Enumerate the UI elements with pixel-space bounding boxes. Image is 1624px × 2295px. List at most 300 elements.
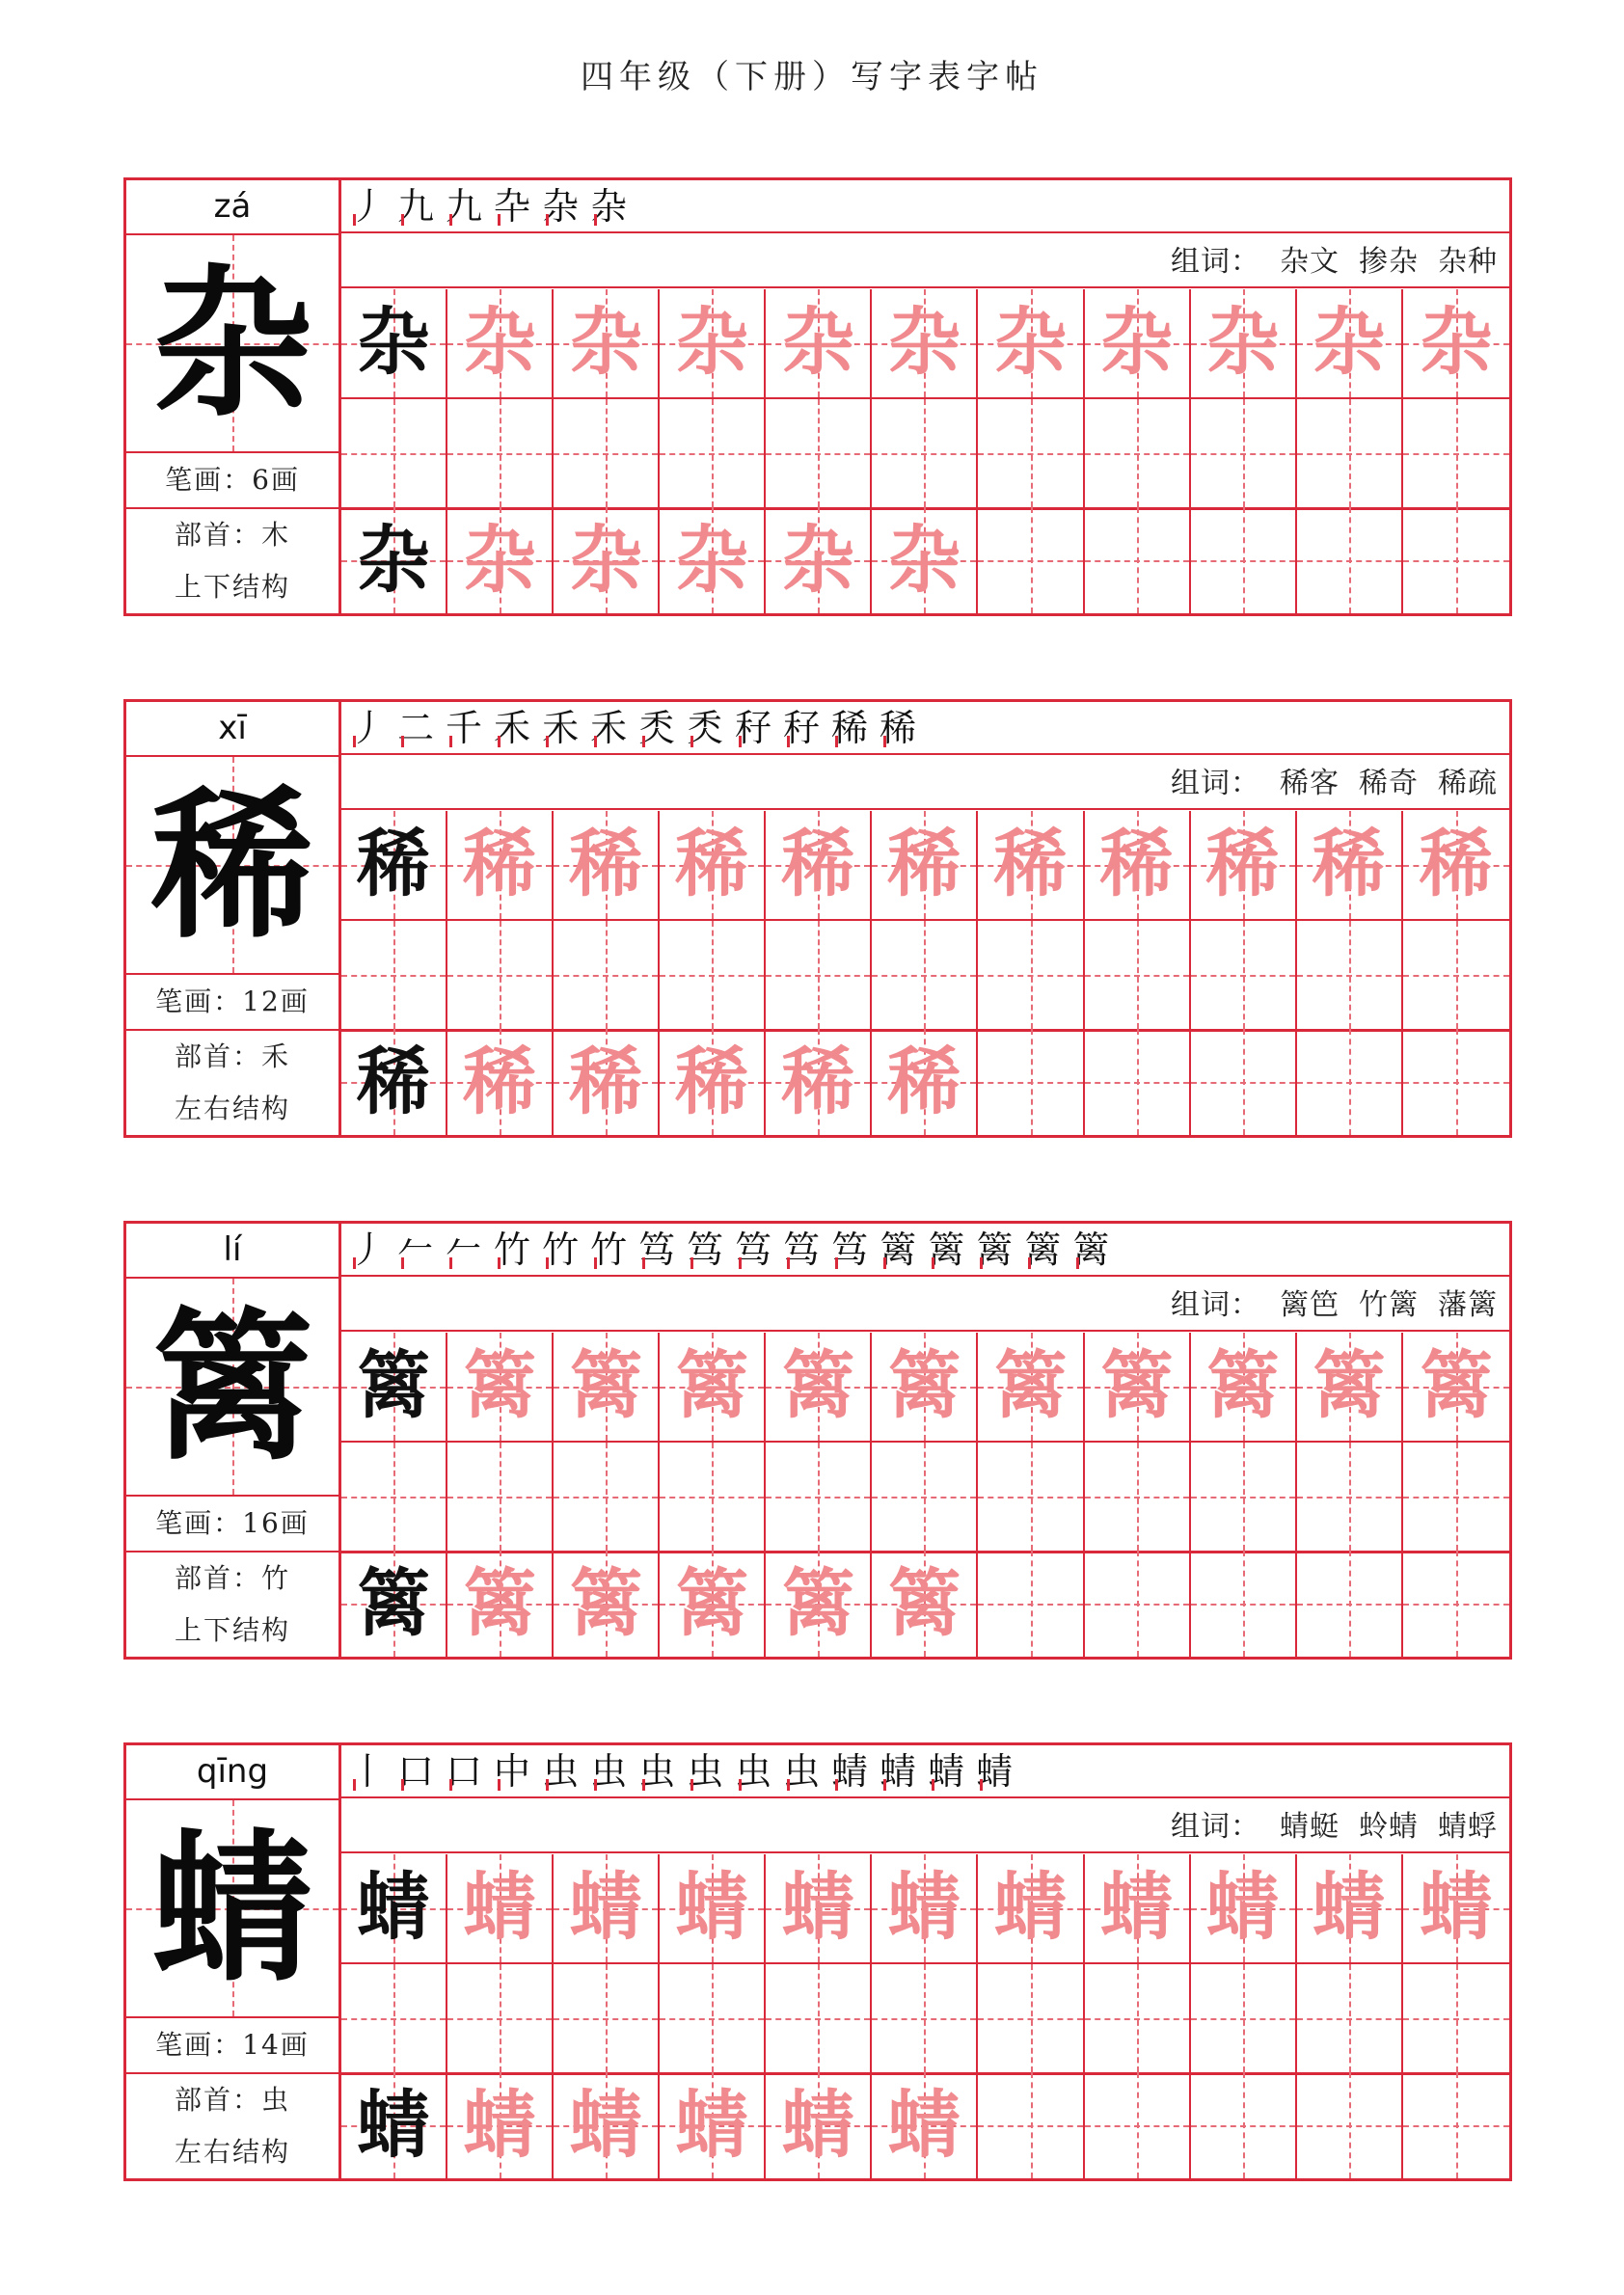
- stroke-step: 中: [494, 1745, 530, 1798]
- stroke-step: 笃: [831, 1224, 868, 1277]
- stroke-step: 竹: [542, 1224, 579, 1277]
- trace-char: 稀: [781, 821, 855, 906]
- guide-line-v: [818, 921, 820, 1029]
- writing-cell[interactable]: [766, 507, 872, 613]
- stroke-step: 禾: [542, 702, 579, 755]
- trace-char: 蜻: [463, 1864, 537, 1950]
- writing-cell[interactable]: [660, 1964, 766, 2072]
- stroke-step: 篱: [1072, 1224, 1109, 1277]
- guide-line-v: [1137, 507, 1139, 613]
- writing-cell[interactable]: [660, 811, 766, 919]
- trace-char: 篱: [1205, 1342, 1280, 1428]
- writing-cell[interactable]: [1085, 289, 1191, 397]
- writing-cell[interactable]: [1297, 1443, 1403, 1551]
- guide-line-v: [1243, 921, 1245, 1029]
- writing-cell[interactable]: [978, 1029, 1084, 1135]
- trace-char: 篱: [1312, 1342, 1386, 1428]
- writing-cell[interactable]: [766, 1964, 872, 2072]
- writing-cell[interactable]: [1297, 1854, 1403, 1962]
- words-label: 组词：: [1171, 1810, 1260, 1844]
- writing-cell[interactable]: [766, 921, 872, 1029]
- stroke-order: [341, 1745, 1509, 1798]
- trace-char: 蜻: [887, 2082, 961, 2168]
- trace-char: 杂: [1419, 299, 1493, 385]
- trace-char: 杂: [463, 299, 537, 385]
- writing-cell[interactable]: [660, 1551, 766, 1657]
- writing-cell[interactable]: [1403, 2072, 1509, 2178]
- page-title: 四年级（下册）写字表字帖: [581, 58, 1043, 96]
- writing-cell[interactable]: [978, 811, 1084, 919]
- writing-cell[interactable]: [1085, 2072, 1191, 2178]
- trace-char: 蜻: [1419, 1864, 1493, 1950]
- writing-cell[interactable]: [447, 1964, 554, 2072]
- trace-char: 稀: [993, 821, 1068, 906]
- structure: 左右结构: [174, 2136, 290, 2168]
- writing-cell[interactable]: [341, 1443, 447, 1551]
- writing-cell[interactable]: [766, 2072, 872, 2178]
- writing-cell[interactable]: [1297, 811, 1403, 919]
- guide-line-v: [818, 1964, 820, 2072]
- writing-cell[interactable]: [1085, 921, 1191, 1029]
- writing-cell[interactable]: [1297, 507, 1403, 613]
- writing-cell[interactable]: [341, 811, 447, 919]
- trace-char: 稀: [463, 1039, 537, 1124]
- writing-cell[interactable]: [1297, 921, 1403, 1029]
- writing-cell[interactable]: [978, 289, 1084, 397]
- writing-cell[interactable]: [341, 921, 447, 1029]
- stroke-step: 𠂉: [397, 1224, 434, 1277]
- guide-line-v: [1243, 1964, 1245, 2072]
- writing-cell[interactable]: [554, 399, 660, 507]
- practice-panel: [341, 702, 1509, 1135]
- writing-cell[interactable]: [1403, 1443, 1509, 1551]
- writing-cell[interactable]: [660, 1029, 766, 1135]
- writing-cell[interactable]: [447, 921, 554, 1029]
- guide-line-v: [1349, 507, 1351, 613]
- trace-char: 篱: [569, 1342, 643, 1428]
- character-block: [123, 1221, 1512, 1660]
- writing-cell[interactable]: [872, 289, 978, 397]
- writing-cell[interactable]: [978, 1551, 1084, 1657]
- trace-char: 篱: [887, 1342, 961, 1428]
- writing-cell[interactable]: [447, 507, 554, 613]
- guide-line-v: [1137, 921, 1139, 1029]
- writing-cell[interactable]: [1403, 1854, 1509, 1962]
- guide-line-v: [393, 1964, 395, 2072]
- character-block: [123, 699, 1512, 1138]
- stroke-step: 篱: [1024, 1224, 1061, 1277]
- word: 竹篱: [1359, 1288, 1419, 1322]
- writing-cell[interactable]: [1191, 921, 1297, 1029]
- writing-cell[interactable]: [447, 1333, 554, 1441]
- trace-char: 蜻: [993, 1864, 1068, 1950]
- word: 稀客: [1280, 767, 1340, 800]
- writing-cell[interactable]: [872, 1443, 978, 1551]
- writing-cell[interactable]: [660, 921, 766, 1029]
- char-info-panel: [126, 180, 341, 613]
- guide-line-v: [1137, 1443, 1139, 1551]
- trace-char: 杂: [1205, 299, 1280, 385]
- writing-cell[interactable]: [872, 1964, 978, 2072]
- stroke-step: 丨: [349, 1745, 386, 1798]
- word: 稀奇: [1359, 767, 1419, 800]
- writing-cell[interactable]: [766, 1551, 872, 1657]
- practice-row: [341, 1964, 1509, 2075]
- trace-char: 蜻: [569, 1864, 643, 1950]
- stroke-count: 笔画：6画: [126, 453, 338, 509]
- guide-line-v: [818, 1443, 820, 1551]
- writing-cell[interactable]: [1403, 1964, 1509, 2072]
- stroke-step: 竹: [590, 1224, 627, 1277]
- structure: 左右结构: [174, 1093, 290, 1124]
- writing-cell[interactable]: [660, 1333, 766, 1441]
- model-char: 稀: [357, 1039, 431, 1124]
- stroke-count: 笔画：12画: [126, 975, 338, 1031]
- trace-char: 蜻: [1099, 1864, 1174, 1950]
- model-char: 篱: [357, 1342, 431, 1428]
- writing-cell[interactable]: [1403, 921, 1509, 1029]
- writing-cell[interactable]: [872, 1333, 978, 1441]
- writing-cell[interactable]: [1191, 289, 1297, 397]
- writing-cell[interactable]: [341, 1333, 447, 1441]
- writing-cell[interactable]: [978, 921, 1084, 1029]
- main-char: 稀: [151, 770, 313, 960]
- stroke-step: 九: [446, 180, 482, 233]
- stroke-step: 蜻: [976, 1745, 1013, 1798]
- stroke-step: 杂: [590, 180, 627, 233]
- writing-cell[interactable]: [447, 399, 554, 507]
- writing-cell[interactable]: [766, 1333, 872, 1441]
- trace-char: 篱: [887, 1560, 961, 1646]
- guide-line-v: [1137, 2072, 1139, 2178]
- trace-char: 稀: [1419, 821, 1493, 906]
- writing-cell[interactable]: [447, 2072, 554, 2178]
- practice-panel: [341, 1745, 1509, 2178]
- writing-cell[interactable]: [978, 1964, 1084, 2072]
- writing-cell[interactable]: [766, 289, 872, 397]
- writing-cell[interactable]: [1191, 507, 1297, 613]
- writing-cell[interactable]: [447, 1029, 554, 1135]
- guide-line-v: [712, 921, 714, 1029]
- writing-cell[interactable]: [554, 811, 660, 919]
- guide-line-v: [500, 921, 501, 1029]
- writing-cell[interactable]: [447, 1443, 554, 1551]
- trace-char: 稀: [675, 1039, 749, 1124]
- stroke-step: 秄: [735, 702, 771, 755]
- word: 藩篱: [1438, 1288, 1498, 1322]
- guide-line-v: [393, 399, 395, 507]
- trace-char: 稀: [1205, 821, 1280, 906]
- writing-cell[interactable]: [766, 811, 872, 919]
- guide-line-v: [500, 399, 501, 507]
- trace-char: 蜻: [1205, 1864, 1280, 1950]
- pinyin: zá: [126, 180, 338, 235]
- guide-line-v: [712, 1443, 714, 1551]
- writing-cell[interactable]: [554, 1029, 660, 1135]
- radical: 部首：竹: [174, 1562, 290, 1594]
- writing-cell[interactable]: [447, 1551, 554, 1657]
- trace-char: 杂: [569, 299, 643, 385]
- trace-char: 稀: [675, 821, 749, 906]
- trace-char: 杂: [675, 299, 749, 385]
- writing-cell[interactable]: [1403, 1029, 1509, 1135]
- guide-line-v: [606, 1964, 608, 2072]
- stroke-step: 竹: [494, 1224, 530, 1277]
- radical: 部首：禾: [174, 1040, 290, 1072]
- main-char-box: [126, 1800, 338, 2018]
- writing-cell[interactable]: [978, 399, 1084, 507]
- writing-cell[interactable]: [1403, 1551, 1509, 1657]
- guide-line-v: [1349, 1443, 1351, 1551]
- writing-cell[interactable]: [1191, 2072, 1297, 2178]
- writing-cell[interactable]: [1191, 1551, 1297, 1657]
- practice-row: [341, 921, 1509, 1032]
- writing-cell[interactable]: [341, 1551, 447, 1657]
- writing-cell[interactable]: [1085, 1854, 1191, 1962]
- writing-cell[interactable]: [1191, 399, 1297, 507]
- pinyin: qīng: [126, 1745, 338, 1800]
- trace-char: 篱: [463, 1560, 537, 1646]
- words-label: 组词：: [1171, 767, 1260, 800]
- writing-cell[interactable]: [872, 2072, 978, 2178]
- writing-cell[interactable]: [554, 1443, 660, 1551]
- writing-cell[interactable]: [766, 1854, 872, 1962]
- writing-cell[interactable]: [1297, 399, 1403, 507]
- guide-line-v: [1137, 1029, 1139, 1135]
- trace-char: 杂: [1099, 299, 1174, 385]
- stroke-step: 九: [397, 180, 434, 233]
- writing-cell[interactable]: [341, 1854, 447, 1962]
- stroke-count: 笔画：14画: [126, 2018, 338, 2074]
- practice-row: [341, 811, 1509, 921]
- stroke-step: 杂: [542, 180, 579, 233]
- trace-char: 篱: [675, 1342, 749, 1428]
- main-char: 蜻: [151, 1813, 313, 2004]
- writing-cell[interactable]: [1085, 1443, 1191, 1551]
- writing-cell[interactable]: [978, 1854, 1084, 1962]
- words-label: 组词：: [1171, 245, 1260, 279]
- guide-line-v: [1456, 1029, 1458, 1135]
- writing-cell[interactable]: [1297, 289, 1403, 397]
- writing-cell[interactable]: [1403, 289, 1509, 397]
- writing-cell[interactable]: [660, 1443, 766, 1551]
- writing-cell[interactable]: [1085, 1964, 1191, 2072]
- guide-line-v: [606, 921, 608, 1029]
- guide-line-v: [1137, 1551, 1139, 1657]
- writing-cell[interactable]: [660, 289, 766, 397]
- trace-char: 蜻: [1312, 1864, 1386, 1950]
- stroke-step: 卆: [494, 180, 530, 233]
- trace-char: 稀: [1099, 821, 1174, 906]
- writing-cell[interactable]: [341, 507, 447, 613]
- trace-char: 篱: [1099, 1342, 1174, 1428]
- practice-panel: [341, 1224, 1509, 1657]
- writing-cell[interactable]: [872, 1551, 978, 1657]
- guide-line-v: [1349, 2072, 1351, 2178]
- word: 蛉蜻: [1359, 1810, 1419, 1844]
- writing-cell[interactable]: [660, 1854, 766, 1962]
- writing-cell[interactable]: [872, 921, 978, 1029]
- writing-cell[interactable]: [766, 1029, 872, 1135]
- stroke-step: 蜻: [880, 1745, 916, 1798]
- trace-char: 蜻: [675, 2082, 749, 2168]
- guide-line-v: [1031, 921, 1033, 1029]
- stroke-count: 笔画：16画: [126, 1497, 338, 1552]
- stroke-step: 秂: [687, 702, 723, 755]
- stroke-step: 笃: [783, 1224, 820, 1277]
- writing-cell[interactable]: [660, 399, 766, 507]
- trace-char: 稀: [781, 1039, 855, 1124]
- stroke-step: 笃: [638, 1224, 675, 1277]
- words-label: 组词：: [1171, 1288, 1260, 1322]
- trace-char: 杂: [887, 517, 961, 603]
- guide-line-v: [1137, 1964, 1139, 2072]
- writing-cell[interactable]: [660, 2072, 766, 2178]
- writing-cell[interactable]: [554, 1964, 660, 2072]
- writing-cell[interactable]: [1297, 2072, 1403, 2178]
- trace-char: 篱: [569, 1560, 643, 1646]
- trace-char: 蜻: [781, 1864, 855, 1950]
- trace-char: 杂: [569, 517, 643, 603]
- writing-cell[interactable]: [554, 289, 660, 397]
- writing-cell[interactable]: [872, 811, 978, 919]
- trace-char: 蜻: [781, 2082, 855, 2168]
- stroke-step: 秄: [783, 702, 820, 755]
- writing-cell[interactable]: [1297, 1551, 1403, 1657]
- writing-cell[interactable]: [1085, 1029, 1191, 1135]
- stroke-step: 千: [446, 702, 482, 755]
- writing-cell[interactable]: [341, 289, 447, 397]
- stroke-order: [341, 702, 1509, 755]
- practice-row: [341, 1854, 1509, 1964]
- writing-cell[interactable]: [1085, 399, 1191, 507]
- guide-line-v: [606, 399, 608, 507]
- stroke-step: 稀: [880, 702, 916, 755]
- writing-cell[interactable]: [447, 289, 554, 397]
- writing-cell[interactable]: [554, 2072, 660, 2178]
- writing-cell[interactable]: [554, 1333, 660, 1441]
- stroke-step: 口: [446, 1745, 482, 1798]
- trace-char: 稀: [887, 821, 961, 906]
- writing-cell[interactable]: [1191, 1443, 1297, 1551]
- writing-cell[interactable]: [660, 507, 766, 613]
- stroke-step: 笃: [735, 1224, 771, 1277]
- trace-char: 蜻: [675, 1864, 749, 1950]
- writing-cell[interactable]: [978, 1333, 1084, 1441]
- writing-cell[interactable]: [1191, 1333, 1297, 1441]
- writing-cell[interactable]: [872, 399, 978, 507]
- writing-cell[interactable]: [1297, 1964, 1403, 2072]
- writing-cell[interactable]: [1085, 811, 1191, 919]
- stroke-order: [341, 1224, 1509, 1277]
- writing-cell[interactable]: [978, 1443, 1084, 1551]
- guide-line-v: [1456, 2072, 1458, 2178]
- writing-cell[interactable]: [1403, 507, 1509, 613]
- writing-cell[interactable]: [554, 1551, 660, 1657]
- writing-cell[interactable]: [1085, 1551, 1191, 1657]
- char-info-panel: [126, 1745, 341, 2178]
- writing-cell[interactable]: [1403, 811, 1509, 919]
- stroke-step: 口: [397, 1745, 434, 1798]
- guide-line-v: [1456, 1964, 1458, 2072]
- practice-row: [341, 1029, 1509, 1135]
- writing-cell[interactable]: [1403, 399, 1509, 507]
- writing-cell[interactable]: [447, 1854, 554, 1962]
- writing-cell[interactable]: [978, 2072, 1084, 2178]
- writing-cell[interactable]: [1191, 1854, 1297, 1962]
- writing-cell[interactable]: [341, 1964, 447, 2072]
- trace-char: 稀: [463, 821, 537, 906]
- writing-cell[interactable]: [554, 1854, 660, 1962]
- stroke-step: 虫: [542, 1745, 579, 1798]
- writing-cell[interactable]: [1191, 1029, 1297, 1135]
- guide-line-v: [1456, 1551, 1458, 1657]
- writing-cell[interactable]: [1403, 1333, 1509, 1441]
- practice-row: [341, 1333, 1509, 1443]
- writing-cell[interactable]: [978, 507, 1084, 613]
- guide-line-v: [1031, 507, 1033, 613]
- guide-line-v: [500, 1964, 501, 2072]
- guide-line-v: [712, 399, 714, 507]
- writing-cell[interactable]: [766, 1443, 872, 1551]
- stroke-step: 篱: [880, 1224, 916, 1277]
- writing-cell[interactable]: [1085, 1333, 1191, 1441]
- word: 蜻蜉: [1438, 1810, 1498, 1844]
- writing-cell[interactable]: [447, 811, 554, 919]
- writing-cell[interactable]: [341, 1029, 447, 1135]
- writing-cell[interactable]: [1297, 1333, 1403, 1441]
- stroke-step: 虫: [783, 1745, 820, 1798]
- character-block: [123, 177, 1512, 616]
- guide-line-v: [924, 921, 926, 1029]
- guide-line-v: [1456, 1443, 1458, 1551]
- practice-row: [341, 1551, 1509, 1657]
- trace-char: 稀: [1312, 821, 1386, 906]
- trace-char: 杂: [887, 299, 961, 385]
- writing-cell[interactable]: [1191, 1964, 1297, 2072]
- writing-cell[interactable]: [872, 507, 978, 613]
- model-char: 杂: [357, 299, 431, 385]
- trace-char: 篱: [675, 1560, 749, 1646]
- writing-cell[interactable]: [872, 1029, 978, 1135]
- guide-line-v: [1031, 2072, 1033, 2178]
- writing-cell[interactable]: [341, 2072, 447, 2178]
- writing-cell[interactable]: [1191, 811, 1297, 919]
- stroke-step: 𠂉: [446, 1224, 482, 1277]
- main-char-box: [126, 1279, 338, 1497]
- trace-char: 篱: [993, 1342, 1068, 1428]
- practice-panel: [341, 180, 1509, 613]
- writing-cell[interactable]: [341, 399, 447, 507]
- main-char: 篱: [151, 1291, 313, 1482]
- guide-line-v: [818, 399, 820, 507]
- guide-line-v: [1243, 1551, 1245, 1657]
- model-char: 稀: [357, 821, 431, 906]
- writing-cell[interactable]: [1085, 507, 1191, 613]
- writing-cell[interactable]: [554, 507, 660, 613]
- word: 掺杂: [1359, 245, 1419, 279]
- guide-line-v: [1349, 399, 1351, 507]
- guide-line-v: [1349, 1029, 1351, 1135]
- writing-cell[interactable]: [872, 1854, 978, 1962]
- model-char: 蜻: [357, 1864, 431, 1950]
- pinyin: lí: [126, 1224, 338, 1279]
- writing-cell[interactable]: [1297, 1029, 1403, 1135]
- writing-cell[interactable]: [766, 399, 872, 507]
- stroke-step: 虫: [638, 1745, 675, 1798]
- writing-cell[interactable]: [554, 921, 660, 1029]
- trace-char: 稀: [569, 821, 643, 906]
